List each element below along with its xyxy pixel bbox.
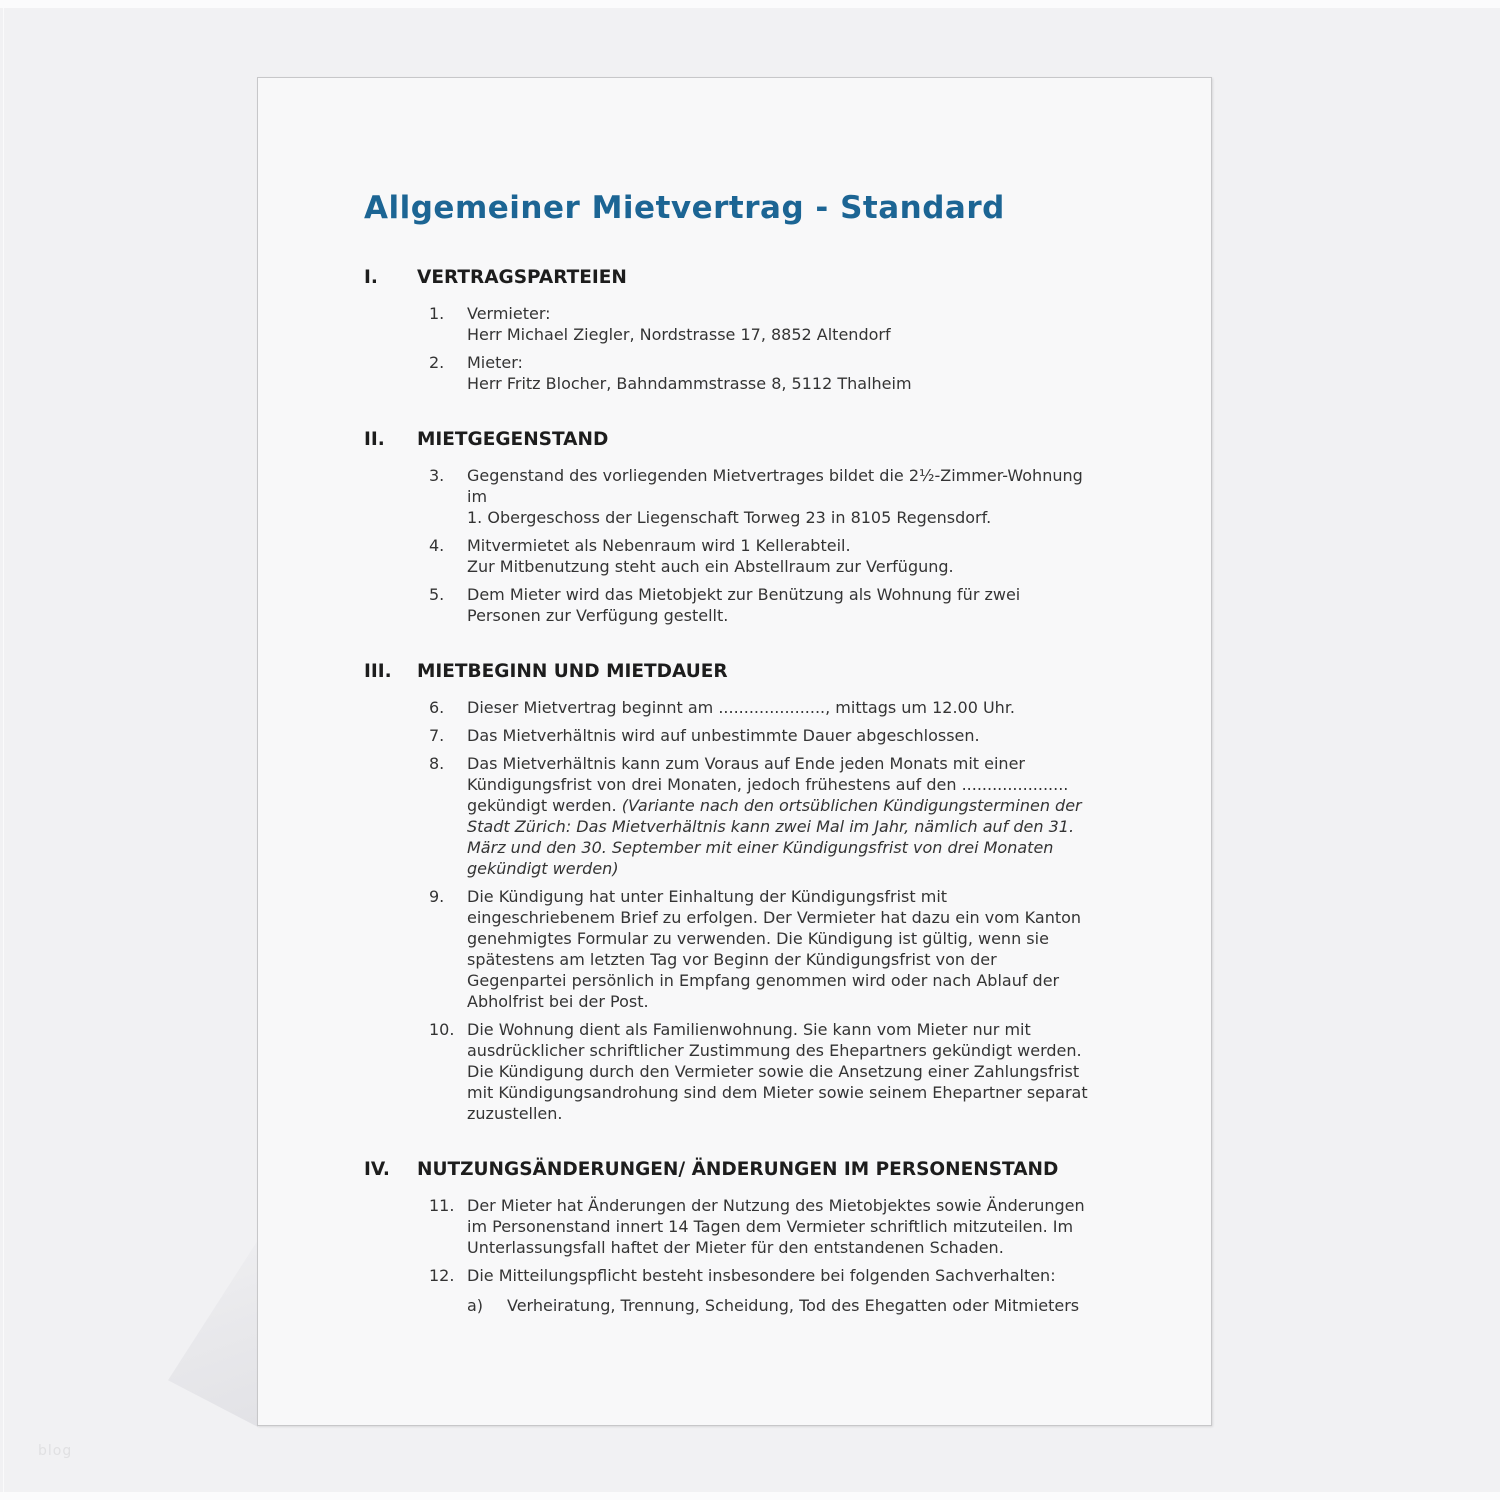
contract-item <box>364 1019 1153 1124</box>
item-text <box>467 886 1081 1012</box>
item-number: 1. <box>429 304 445 323</box>
section-numeral: I. <box>364 267 378 288</box>
item-number: 9. <box>429 887 445 906</box>
item-text <box>467 1265 1079 1316</box>
text-run: gekündigt werden. <box>467 796 622 815</box>
contract-item <box>364 753 1153 879</box>
section-heading <box>364 266 1153 290</box>
section-items <box>364 697 1153 1124</box>
contract-item <box>364 465 1153 528</box>
item-line: ausdrücklicher schriftlicher Zustimmung des Ehepartners gekündigt werden. <box>467 1041 1082 1060</box>
item-number: 10. <box>429 1020 455 1039</box>
contract-item <box>364 725 1153 746</box>
document-content <box>258 78 1211 1316</box>
section-heading <box>364 428 1153 452</box>
page-corner-shadow <box>168 1240 258 1427</box>
item-line: Die Wohnung dient als Familienwohnung. Sie kann vom Mieter nur mit <box>467 1020 1031 1039</box>
item-line: Das Mietverhältnis kann zum Voraus auf Ende jeden Monats mit einer <box>467 754 1025 773</box>
section-heading <box>364 1158 1153 1182</box>
section-numeral: IV. <box>364 1159 390 1180</box>
item-number: 4. <box>429 536 445 555</box>
item-line: Kündigungsfrist von drei Monaten, jedoch frühestens auf den ..................... <box>467 775 1069 794</box>
item-line: zuzustellen. <box>467 1104 563 1123</box>
item-text <box>467 1195 1085 1258</box>
item-line: Abholfrist bei der Post. <box>467 992 649 1011</box>
item-line: spätestens am letzten Tag vor Beginn der Kündigungsfrist von der <box>467 950 997 969</box>
canvas-edge-highlight-top <box>0 0 1500 8</box>
item-line: Vermieter: <box>467 304 551 323</box>
contract-item <box>364 886 1153 1012</box>
contract-item <box>364 1265 1153 1316</box>
section-items <box>364 303 1153 394</box>
contract-item <box>364 535 1153 577</box>
item-text <box>467 352 912 394</box>
contract-section <box>364 428 1153 626</box>
section-numeral: II. <box>364 429 385 450</box>
item-number: 8. <box>429 754 445 773</box>
item-number: 12. <box>429 1266 455 1285</box>
item-line: Mitvermietet als Nebenraum wird 1 Kellerabteil. <box>467 536 851 555</box>
item-line: im <box>467 487 488 506</box>
item-line: Die Kündigung durch den Vermieter sowie die Ansetzung einer Zahlungsfrist <box>467 1062 1080 1081</box>
contract-section <box>364 660 1153 1124</box>
item-number: 2. <box>429 353 445 372</box>
item-line: Personen zur Verfügung gestellt. <box>467 606 729 625</box>
contract-item <box>364 1195 1153 1258</box>
item-number: 6. <box>429 698 445 717</box>
item-line <box>467 795 1082 816</box>
item-text <box>467 535 954 577</box>
item-line: Zur Mitbenutzung steht auch ein Abstellraum zur Verfügung. <box>467 557 954 576</box>
item-line: mit Kündigungsandrohung sind dem Mieter sowie seinem Ehepartner separat <box>467 1083 1088 1102</box>
italic-run: (Variante nach den ortsüblichen Kündigungsterminen der <box>621 796 1082 815</box>
italic-run: März und den 30. September mit einer Kündigungsfrist von drei Monaten <box>467 838 1054 857</box>
item-line: Mieter: <box>467 353 523 372</box>
item-number: 5. <box>429 585 445 604</box>
item-line: 1. Obergeschoss der Liegenschaft Torweg 23 in 8105 Regensdorf. <box>467 508 992 527</box>
watermark-text: blog <box>38 1443 73 1459</box>
canvas-edge-highlight-left <box>3 8 4 1492</box>
item-line: Herr Fritz Blocher, Bahndammstrasse 8, 5112 Thalheim <box>467 374 912 393</box>
section-title: MIETGEGENSTAND <box>417 429 609 450</box>
item-text <box>467 465 1083 528</box>
item-line: Dieser Mietvertrag beginnt am ....................., mittags um 12.00 Uhr. <box>467 698 1016 717</box>
item-number: 7. <box>429 726 445 745</box>
section-title: VERTRAGSPARTEIEN <box>417 267 627 288</box>
item-number: 3. <box>429 466 445 485</box>
item-line <box>467 837 1082 858</box>
section-items <box>364 465 1153 626</box>
contract-section <box>364 1158 1153 1316</box>
item-number: 11. <box>429 1196 455 1215</box>
document-sections <box>364 266 1153 1316</box>
contract-section <box>364 266 1153 394</box>
item-line: im Personenstand innert 14 Tagen dem Vermieter schriftlich mitzuteilen. Im <box>467 1217 1074 1236</box>
item-text <box>467 1019 1088 1124</box>
italic-run: gekündigt werden) <box>467 859 619 878</box>
sub-item <box>467 1295 1079 1316</box>
item-line: Unterlassungsfall haftet der Mieter für den entstandenen Schaden. <box>467 1238 1004 1257</box>
section-title: NUTZUNGSÄNDERUNGEN/ ÄNDERUNGEN IM PERSONENSTAND <box>417 1159 1059 1180</box>
item-line: Herr Michael Ziegler, Nordstrasse 17, 8852 Altendorf <box>467 325 891 344</box>
item-line: Dem Mieter wird das Mietobjekt zur Benützung als Wohnung für zwei <box>467 585 1021 604</box>
item-line: Gegenpartei persönlich in Empfang genommen wird oder nach Ablauf der <box>467 971 1060 990</box>
document-page <box>257 77 1212 1426</box>
sub-item-marker: a) <box>467 1296 484 1315</box>
item-line: Gegenstand des vorliegenden Mietvertrages bildet die 2½-Zimmer-Wohnung <box>467 466 1083 485</box>
item-line: Die Mitteilungspflicht besteht insbesondere bei folgenden Sachverhalten: <box>467 1266 1056 1285</box>
section-title: MIETBEGINN UND MIETDAUER <box>417 661 728 682</box>
item-line: Die Kündigung hat unter Einhaltung der Kündigungsfrist mit <box>467 887 948 906</box>
item-text <box>467 753 1082 879</box>
item-line: Das Mietverhältnis wird auf unbestimmte Dauer abgeschlossen. <box>467 726 980 745</box>
item-line: Der Mieter hat Änderungen der Nutzung des Mietobjektes sowie Änderungen <box>467 1196 1085 1215</box>
item-text <box>467 697 1015 718</box>
contract-item <box>364 584 1153 626</box>
italic-run: Stadt Zürich: Das Mietverhältnis kann zwei Mal im Jahr, nämlich auf den 31. <box>467 817 1075 836</box>
item-text <box>467 584 1020 626</box>
item-line <box>467 858 1082 879</box>
section-items <box>364 1195 1153 1316</box>
sub-item-text: Verheiratung, Trennung, Scheidung, Tod des Ehegatten oder Mitmieters <box>507 1296 1080 1315</box>
item-line: genehmigtes Formular zu verwenden. Die Kündigung ist gültig, wenn sie <box>467 929 1049 948</box>
section-numeral: III. <box>364 661 392 682</box>
canvas-edge-highlight-bottom <box>0 1492 1500 1500</box>
contract-item <box>364 352 1153 394</box>
item-line: eingeschriebenem Brief zu erfolgen. Der Vermieter hat dazu ein vom Kanton <box>467 908 1082 927</box>
document-title: Allgemeiner Mietvertrag - Standard <box>364 190 1005 226</box>
item-text <box>467 303 891 345</box>
item-text <box>467 725 980 746</box>
item-line <box>467 816 1082 837</box>
contract-item <box>364 303 1153 345</box>
section-heading <box>364 660 1153 684</box>
contract-item <box>364 697 1153 718</box>
